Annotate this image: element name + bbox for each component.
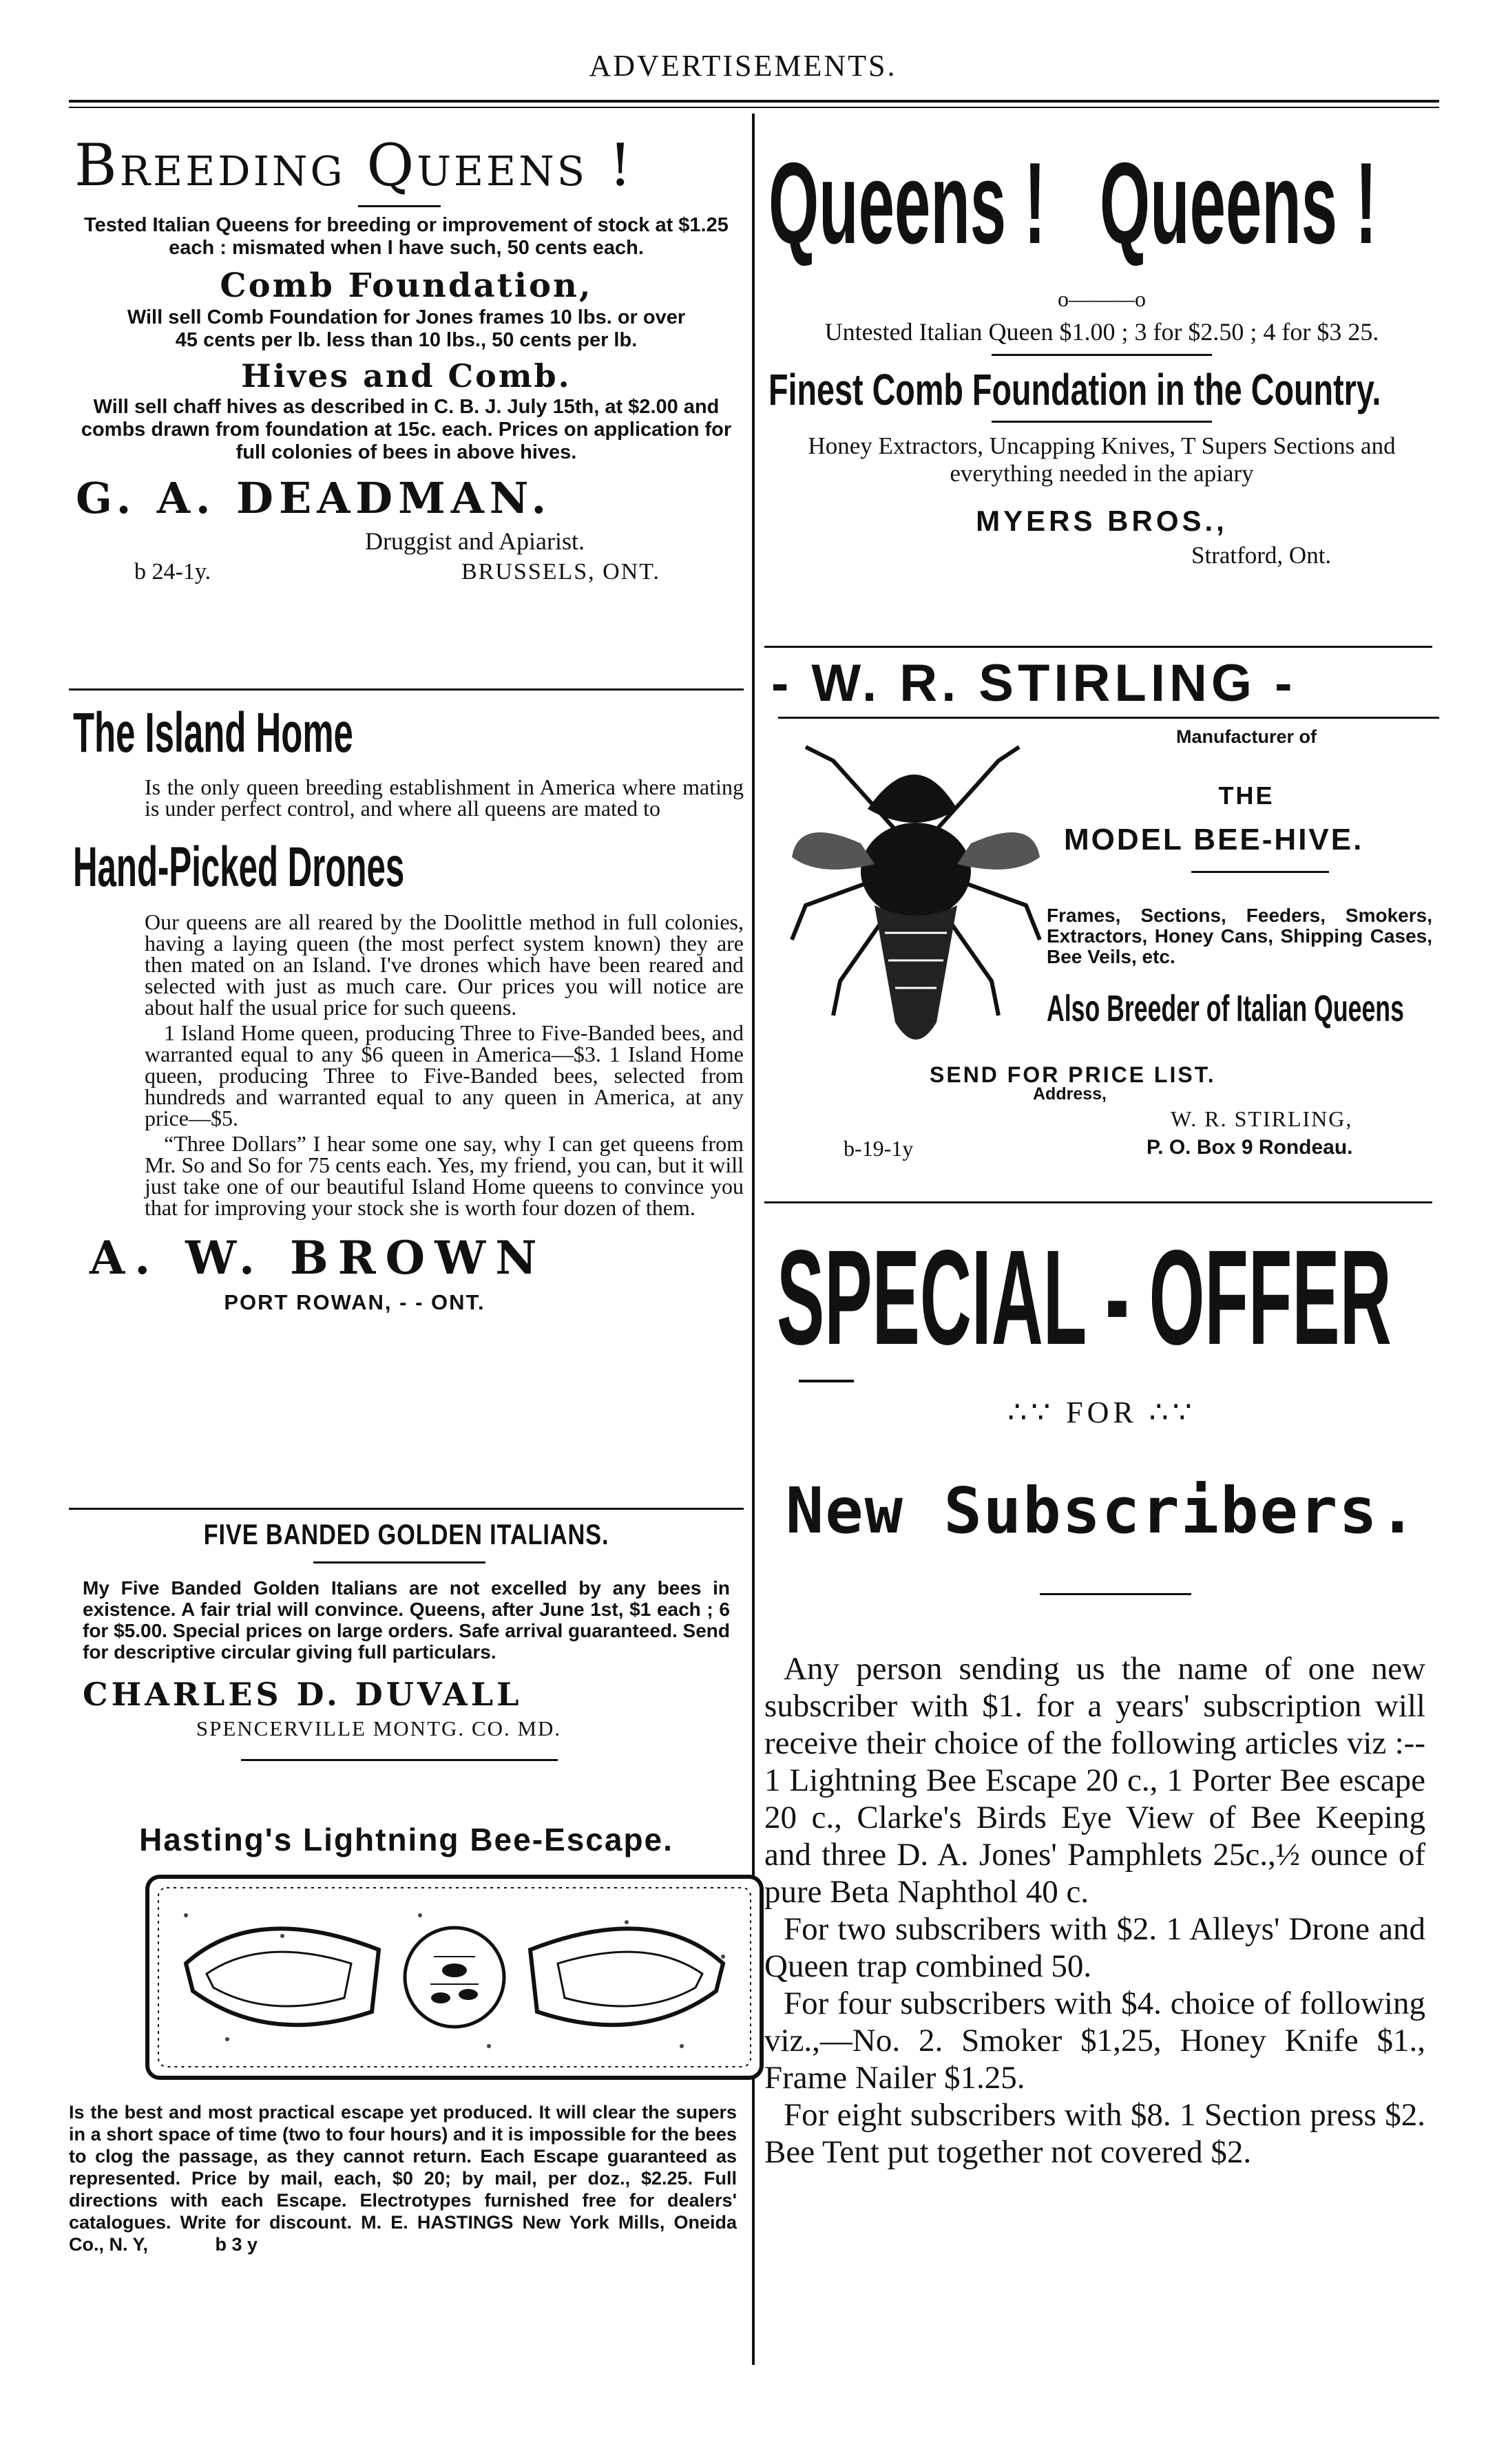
stirling-product: MODEL BEE-HIVE. [1064,823,1364,856]
hastings-code: b 3 y [215,2234,258,2255]
duvall-text: My Five Banded Golden Italians are not excelled by any bees in existence. A fair trial will convince. Queens, after June 1st, $1 each ; 6 for $5.00. Special prices on large orders. Safe arrival guaranteed. Send for descriptive circular giving full particulars. [83,1577,730,1663]
deadman-text-2: Will sell Comb Foundation for Jones frames 10 lbs. or over 45 cents per lb. less than 10 lbs., 50 cents per lb. [127,306,686,351]
hastings-ad [69,1818,744,2255]
deadman-ad [69,131,744,589]
stirling-sub: Manufacturer of [1175,726,1317,747]
offer-for: ∴∵ FOR ∴∵ [1007,1396,1196,1429]
myers-prices: Untested Italian Queen $1.00 ; 3 for $2.50 ; 4 for $3 25. [824,318,1379,346]
stirling-items: Frames, Sections, Feeders, Smokers, Extractors, Honey Cans, Shipping Cases, Bee Veils, etc. [1047,905,1432,967]
brown-name: A. W. BROWN [90,1231,547,1285]
stirling-breeder: Also Breeder of Italian Queens [1047,988,1404,1029]
deadman-title: Breeding Queens ! [74,131,635,199]
stirling-ad [764,651,1439,1215]
page-header: ADVERTISEMENTS. [589,49,897,83]
stirling-address-label: Address, [1033,1084,1107,1104]
myers-divider: o———o [1058,286,1146,311]
offer-rule [1040,1593,1191,1595]
brown-title: The Island Home [73,702,353,764]
brown-text-2: Our queens are all reared by the Doolittle method in full colonies, having a laying queen (the most perfect system known) they are then mated on an Island. I've drones which have been reared and selected with just as much care. Our prices you will notice are about half the usual price for such queens. [145,909,744,1020]
myers-heading-foundation: Finest Comb Foundation in the Country. [768,365,1381,414]
duvall-bottom-rule [241,1759,558,1761]
stirling-code: b-19-1y [844,1136,914,1161]
myers-text: Honey Extractors, Uncapping Knives, T Supers Sections and everything needed in the apiary [808,432,1396,487]
deadman-heading-hives: Hives and Comb. [241,357,572,394]
brown-place: PORT ROWAN, - - ONT. [224,1290,485,1314]
bee-escape-icon [145,1874,764,2081]
header-rule-bottom [69,107,1439,108]
brown-bottom-rule [69,1508,744,1510]
offer-subtitle: New Subscribers. [785,1474,1419,1548]
duvall-ad [69,1512,744,1761]
myers-heading-rule [992,421,1212,423]
brown-text-4: “Three Dollars” I hear some one say, why I can get queens from Mr. So and So for 75 cents each. Yes, my friend, you can, but it will just take one of our beautiful Island Home queens to convince you that for improving your stock she is worth four dozen of them. [145,1131,744,1220]
hastings-title: Hasting's Lightning Bee-Escape. [139,1822,673,1857]
offer-text-1: Any person sending us the name of one new subscriber with $1. for a years' subscription will receive their choice of the following articles viz :-- 1 Lightning Bee Escape 20 c., 1 Porter Bee escape 20 c., Clarke's Birds Eye View of Bee Keeping and three D. A. Jones' Pamphlets 25c.,½ ounce of pure Beta Naphthol 40 c. [764,1651,1425,1910]
deadman-name: G. A. DEADMAN. [76,473,552,523]
stirling-title-rule [778,717,1439,719]
deadman-title-rule [358,205,441,207]
duvall-title: FIVE BANDED GOLDEN ITALIANS. [203,1518,609,1550]
stirling-box: P. O. Box 9 Rondeau. [1147,1136,1353,1159]
duvall-title-rule [313,1561,485,1563]
hastings-body: Is the best and most practical escape yet produced. It will clear the supers in a short space of time (two to four hours) and it is impossible for the bees to clog the passage, as they cannot return. Each Escape guaranteed as represented. Price by mail, each, $0 20; by mail, per doz., $2.25. Full directions with each Escape. Electrotypes furnished free for dealers' catalogues. Write for discount. [69,2102,737,2233]
deadman-text-1: Tested Italian Queens for breeding or improvement of stock at $1.25 each : mismated when I have such, 50 cents each. [84,214,729,259]
brown-text-3: 1 Island Home queen, producing Three to Five-Banded bees, and warranted equal to any $6 queen in America—$3. 1 Island Home queen, producing Three to Five-Banded bees, selected from hundreds and warranted equal to any queen in America, at any price—$5. [145,1020,744,1130]
offer-text-4: For eight subscribers with $8. 1 Section press $2. Bee Tent put together not covered $2. [764,2097,1425,2170]
stirling-the: THE [1218,781,1275,810]
myers-bottom-rule [764,646,1432,648]
deadman-place: BRUSSELS, ONT. [461,559,661,585]
hastings-name: M. E. HASTINGS [361,2212,514,2233]
offer-dash [799,1380,854,1382]
offer-text-3: For four subscribers with $4. choice of following viz.,—No. 2. Smoker $1,25, Honey Knife $1., Frame Nailer $1.25. [764,1986,1425,2096]
myers-name: MYERS BROS., [976,505,1228,537]
stirling-product-rule [1191,871,1329,873]
offer-text-2: For two subscribers with $2. 1 Alleys' Drone and Queen trap combined 50. [764,1911,1425,1984]
stirling-send: SEND FOR PRICE LIST. [930,1062,1216,1087]
stirling-name: W. R. STIRLING, [1171,1106,1353,1131]
duvall-place: SPENCERVILLE MONTG. CO. MD. [196,1716,562,1740]
deadman-code: b 24-1y. [134,559,211,585]
myers-title: Queens ! Queens ! [768,138,1377,268]
duvall-name: CHARLES D. DUVALL [83,1676,523,1713]
offer-body [764,1650,1439,2171]
brown-text-1: Is the only queen breeding establishment in America where mating is under perfect control, and where all queens are mated to [145,775,744,821]
header-rule-top [69,100,1439,103]
deadman-role: Druggist and Apiarist. [365,527,585,555]
myers-ad [764,124,1439,570]
stirling-title: - W. R. STIRLING - [771,654,1297,713]
deadman-text-3: Will sell chaff hives as described in C. B. J. July 15th, at $2.00 and combs drawn from foundation at 15c. each. Prices on application for full colonies of bees in above hives. [81,396,732,463]
myers-prices-rule [992,354,1212,356]
deadman-heading-comb: Comb Foundation, [220,266,593,305]
hastings-place: New York Mills, Oneida Co., N. Y, [69,2212,737,2255]
bee-escape-illustration [145,1874,764,2081]
brown-heading-drones: Hand-Picked Drones [73,836,405,898]
offer-ad [764,1212,1439,2171]
deadman-bottom-rule [69,688,744,691]
bee-icon [778,719,1054,1064]
stirling-bottom-rule [764,1201,1432,1203]
myers-place: Stratford, Ont. [1191,542,1332,569]
hastings-text [69,2101,744,2255]
offer-title: SPECIAL - OFFER [777,1222,1392,1373]
brown-ad [69,695,744,1316]
